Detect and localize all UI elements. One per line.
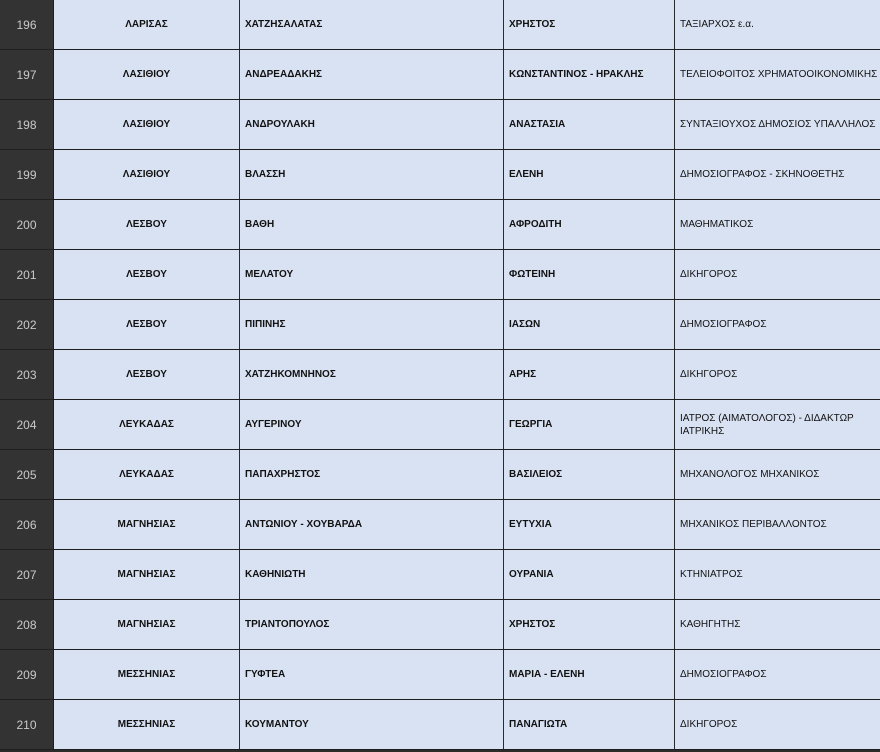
first-name-cell[interactable]: ΕΥΤΥΧΙΑ — [504, 500, 675, 549]
table-row[interactable] — [0, 0, 880, 50]
row-number[interactable]: 209 — [0, 650, 54, 699]
first-name-cell[interactable]: ΜΑΡΙΑ - ΕΛΕΝΗ — [504, 650, 675, 699]
row-number[interactable]: 207 — [0, 550, 54, 599]
surname-cell[interactable]: ΑΥΓΕΡΙΝΟΥ — [240, 400, 504, 449]
table-row[interactable] — [0, 600, 880, 650]
surname-cell[interactable]: ΠΙΠΙΝΗΣ — [240, 300, 504, 349]
surname-cell[interactable]: ΑΝΔΡΕΑΔΑΚΗΣ — [240, 50, 504, 99]
surname-cell[interactable]: ΑΝΔΡΟΥΛΑΚΗ — [240, 100, 504, 149]
region-cell[interactable]: ΜΑΓΝΗΣΙΑΣ — [54, 550, 240, 599]
table-row[interactable] — [0, 700, 880, 750]
region-cell[interactable]: ΛΕΣΒΟΥ — [54, 200, 240, 249]
row-number[interactable]: 201 — [0, 250, 54, 299]
row-number[interactable]: 197 — [0, 50, 54, 99]
profession-cell[interactable]: ΙΑΤΡΟΣ (ΑΙΜΑΤΟΛΟΓΟΣ) - ΔΙΔΑΚΤΩΡ ΙΑΤΡΙΚΗΣ — [675, 400, 880, 449]
first-name-cell[interactable]: ΑΦΡΟΔΙΤΗ — [504, 200, 675, 249]
row-number[interactable]: 210 — [0, 700, 54, 749]
profession-cell[interactable]: ΔΗΜΟΣΙΟΓΡΑΦΟΣ — [675, 650, 880, 699]
row-number[interactable]: 196 — [0, 0, 54, 49]
table-row[interactable] — [0, 100, 880, 150]
surname-cell[interactable]: ΤΡΙΑΝΤΟΠΟΥΛΟΣ — [240, 600, 504, 649]
table-row[interactable] — [0, 300, 880, 350]
region-cell[interactable]: ΜΕΣΣΗΝΙΑΣ — [54, 650, 240, 699]
first-name-cell[interactable]: ΕΛΕΝΗ — [504, 150, 675, 199]
table-row[interactable] — [0, 50, 880, 100]
row-number[interactable]: 203 — [0, 350, 54, 399]
table-row[interactable] — [0, 350, 880, 400]
profession-cell[interactable]: ΜΗΧΑΝΙΚΟΣ ΠΕΡΙΒΑΛΛΟΝΤΟΣ — [675, 500, 880, 549]
row-number[interactable]: 200 — [0, 200, 54, 249]
region-cell[interactable]: ΛΑΣΙΘΙΟΥ — [54, 100, 240, 149]
surname-cell[interactable]: ΠΑΠΑΧΡΗΣΤΟΣ — [240, 450, 504, 499]
surname-cell[interactable]: ΑΝΤΩΝΙΟΥ - ΧΟΥΒΑΡΔΑ — [240, 500, 504, 549]
profession-cell[interactable]: ΔΙΚΗΓΟΡΟΣ — [675, 250, 880, 299]
row-number[interactable]: 208 — [0, 600, 54, 649]
profession-cell[interactable]: ΚΤΗΝΙΑΤΡΟΣ — [675, 550, 880, 599]
profession-cell[interactable]: ΔΙΚΗΓΟΡΟΣ — [675, 350, 880, 399]
first-name-cell[interactable]: ΓΕΩΡΓΙΑ — [504, 400, 675, 449]
table-row[interactable] — [0, 250, 880, 300]
region-cell[interactable]: ΛΑΡΙΣΑΣ — [54, 0, 240, 49]
first-name-cell[interactable]: ΦΩΤΕΙΝΗ — [504, 250, 675, 299]
profession-cell[interactable]: ΤΑΞΙΑΡΧΟΣ ε.α. — [675, 0, 880, 49]
region-cell[interactable]: ΜΕΣΣΗΝΙΑΣ — [54, 700, 240, 749]
region-cell[interactable]: ΛΕΥΚΑΔΑΣ — [54, 450, 240, 499]
surname-cell[interactable]: ΚΑΘΗΝΙΩΤΗ — [240, 550, 504, 599]
first-name-cell[interactable]: ΧΡΗΣΤΟΣ — [504, 600, 675, 649]
table-row[interactable] — [0, 550, 880, 600]
region-cell[interactable]: ΛΑΣΙΘΙΟΥ — [54, 150, 240, 199]
profession-cell[interactable]: ΜΑΘΗΜΑΤΙΚΟΣ — [675, 200, 880, 249]
region-cell[interactable]: ΛΑΣΙΘΙΟΥ — [54, 50, 240, 99]
surname-cell[interactable]: ΧΑΤΖΗΚΟΜΝΗΝΟΣ — [240, 350, 504, 399]
first-name-cell[interactable]: ΑΡΗΣ — [504, 350, 675, 399]
first-name-cell[interactable]: ΠΑΝΑΓΙΩΤΑ — [504, 700, 675, 749]
profession-cell[interactable]: ΤΕΛΕΙΟΦΟΙΤΟΣ ΧΡΗΜΑΤΟΟΙΚΟΝΟΜΙΚΗΣ — [675, 50, 880, 99]
surname-cell[interactable]: ΒΛΑΣΣΗ — [240, 150, 504, 199]
first-name-cell[interactable]: ΒΑΣΙΛΕΙΟΣ — [504, 450, 675, 499]
surname-cell[interactable]: ΜΕΛΑΤΟΥ — [240, 250, 504, 299]
surname-cell[interactable]: ΧΑΤΖΗΣΑΛΑΤΑΣ — [240, 0, 504, 49]
region-cell[interactable]: ΛΕΣΒΟΥ — [54, 350, 240, 399]
table-row[interactable] — [0, 200, 880, 250]
table-row[interactable] — [0, 450, 880, 500]
table-row[interactable] — [0, 500, 880, 550]
first-name-cell[interactable]: ΟΥΡΑΝΙΑ — [504, 550, 675, 599]
profession-cell[interactable]: ΔΙΚΗΓΟΡΟΣ — [675, 700, 880, 749]
row-number[interactable]: 206 — [0, 500, 54, 549]
profession-cell[interactable]: ΣΥΝΤΑΞΙΟΥΧΟΣ ΔΗΜΟΣΙΟΣ ΥΠΑΛΛΗΛΟΣ — [675, 100, 880, 149]
first-name-cell[interactable]: ΧΡΗΣΤΟΣ — [504, 0, 675, 49]
table-row[interactable] — [0, 400, 880, 450]
region-cell[interactable]: ΛΕΣΒΟΥ — [54, 300, 240, 349]
row-number[interactable]: 199 — [0, 150, 54, 199]
profession-cell[interactable]: ΜΗΧΑΝΟΛΟΓΟΣ ΜΗΧΑΝΙΚΟΣ — [675, 450, 880, 499]
region-cell[interactable]: ΛΕΥΚΑΔΑΣ — [54, 400, 240, 449]
profession-cell[interactable]: ΚΑΘΗΓΗΤΗΣ — [675, 600, 880, 649]
first-name-cell[interactable]: ΙΑΣΩΝ — [504, 300, 675, 349]
row-number[interactable]: 204 — [0, 400, 54, 449]
region-cell[interactable]: ΜΑΓΝΗΣΙΑΣ — [54, 500, 240, 549]
profession-cell[interactable]: ΔΗΜΟΣΙΟΓΡΑΦΟΣ - ΣΚΗΝΟΘΕΤΗΣ — [675, 150, 880, 199]
row-number[interactable]: 205 — [0, 450, 54, 499]
table-row[interactable] — [0, 150, 880, 200]
surname-cell[interactable]: ΚΟΥΜΑΝΤΟΥ — [240, 700, 504, 749]
surname-cell[interactable]: ΓΥΦΤΕΑ — [240, 650, 504, 699]
row-number[interactable]: 202 — [0, 300, 54, 349]
region-cell[interactable]: ΜΑΓΝΗΣΙΑΣ — [54, 600, 240, 649]
profession-cell[interactable]: ΔΗΜΟΣΙΟΓΡΑΦΟΣ — [675, 300, 880, 349]
first-name-cell[interactable]: ΑΝΑΣΤΑΣΙΑ — [504, 100, 675, 149]
row-number[interactable]: 198 — [0, 100, 54, 149]
table-row[interactable] — [0, 650, 880, 700]
first-name-cell[interactable]: ΚΩΝΣΤΑΝΤΙΝΟΣ - ΗΡΑΚΛΗΣ — [504, 50, 675, 99]
region-cell[interactable]: ΛΕΣΒΟΥ — [54, 250, 240, 299]
surname-cell[interactable]: ΒΑΘΗ — [240, 200, 504, 249]
